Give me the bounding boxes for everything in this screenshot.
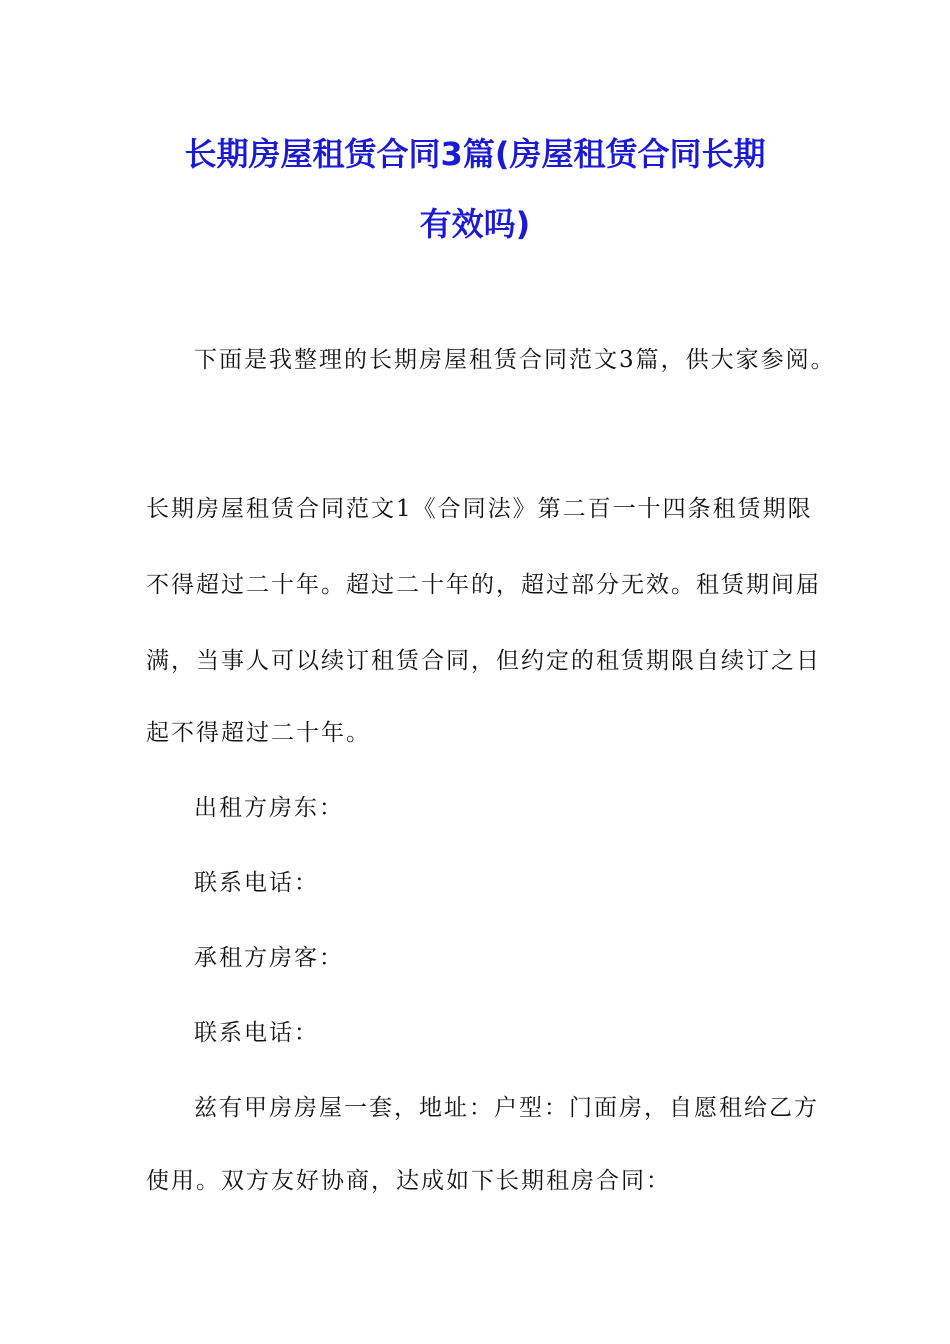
paragraph-1-line-1: 长期房屋租赁合同范文1《合同法》第二百一十四条租赁期限 (146, 496, 813, 522)
lessee-field: 承租方房客： (194, 945, 344, 971)
paragraph-1-line-3: 满，当事人可以续订租赁合同，但约定的租赁期限自续订之日 (146, 648, 821, 674)
paragraph-1-line-4: 起不得超过二十年。 (146, 720, 371, 746)
lessor-field: 出租方房东： (194, 795, 344, 821)
document-title-line-1: 长期房屋租赁合同3篇(房屋租赁合同长期 (184, 135, 766, 173)
paragraph-1-line-2: 不得超过二十年。超过二十年的，超过部分无效。租赁期间届 (146, 572, 821, 598)
lessor-phone-field: 联系电话： (194, 870, 319, 896)
intro-paragraph: 下面是我整理的长期房屋租赁合同范文3篇，供大家参阅。 (194, 347, 836, 373)
document-title-line-2: 有效吗) (419, 205, 531, 243)
paragraph-2-line-2: 使用。双方友好协商，达成如下长期租房合同： (146, 1168, 671, 1194)
lessee-phone-field: 联系电话： (194, 1020, 319, 1046)
paragraph-2-line-1: 兹有甲房房屋一套，地址：户型：门面房，自愿租给乙方 (194, 1095, 819, 1121)
